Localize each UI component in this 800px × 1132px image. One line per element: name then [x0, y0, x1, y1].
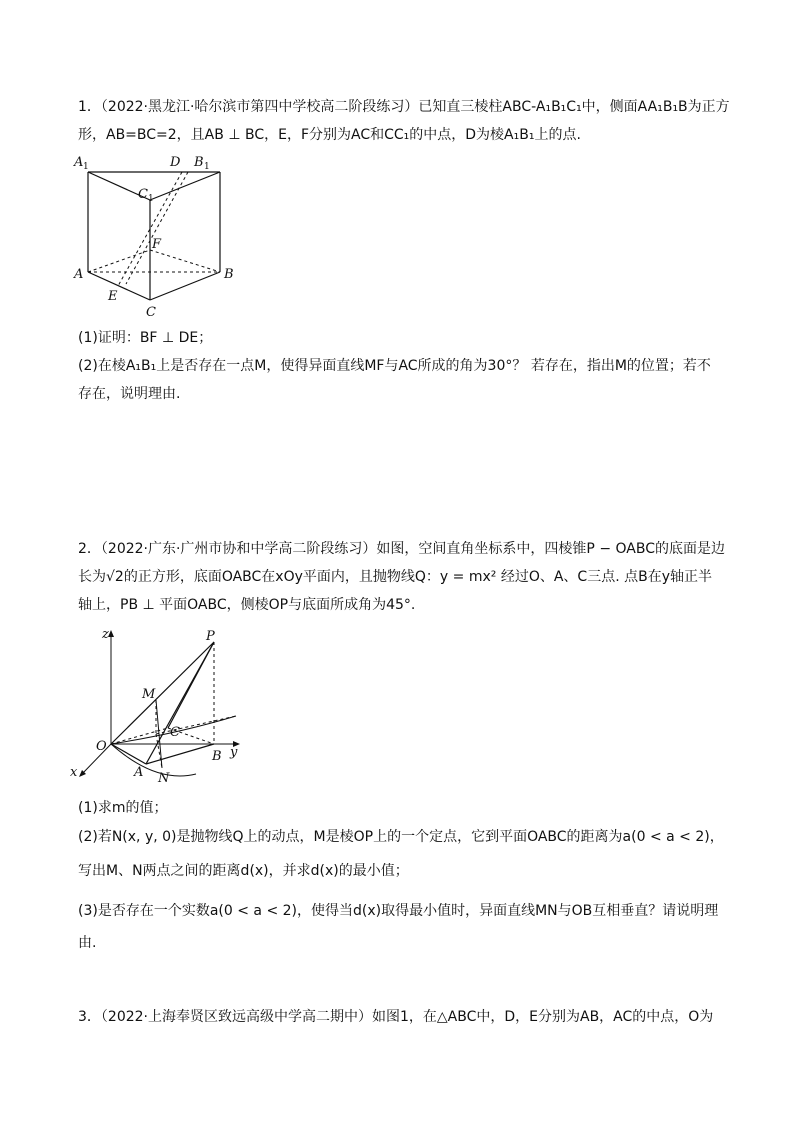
q3-line-1: 3．（2022·上海奉贤区致远高级中学高二期中）如图1，在△ABC中，D，E分别为AB，AC的中点，O为 [78, 1009, 714, 1025]
q2-line-2: 长为√2的正方形，底面OABC在xOy平面内，且抛物线Q：y = mx² 经过O、A、C三点. 点B在y轴正半 [78, 569, 712, 585]
label-O: O [96, 739, 107, 754]
label-P: P [206, 629, 215, 644]
q2-pyramid-figure [66, 624, 256, 784]
q1-sub-1: (1)证明：BF ⊥ DE； [78, 330, 213, 346]
q2-line-1: 2．（2022·广东·广州市协和中学高二阶段练习）如图，空间直角坐标系中，四棱锥P − OABC的底面是边 [78, 541, 725, 557]
q2-sub-2b: 写出M、N两点之间的距离d(x)，并求d(x)的最小值； [78, 863, 409, 879]
label-B: B [212, 749, 222, 764]
label-A: A [74, 267, 84, 282]
q1-sub-2a: (2)在棱A₁B₁上是否存在一点M，使得异面直线MF与AC所成的角为30°？ 若存在，指出M的位置；若不 [78, 358, 711, 374]
q2-sub-1: (1)求m的值； [78, 800, 168, 816]
q2-line-3: 轴上，PB ⊥ 平面OABC，侧棱OP与底面所成角为45°. [78, 597, 416, 613]
label-C1-sub: 1 [148, 194, 154, 204]
label-E: E [108, 289, 118, 304]
label-x: x [70, 765, 78, 780]
q2-sub-3a: (3)是否存在一个实数a(0 < a < 2)，使得当d(x)取得最小值时，异面直线MN与OB互相垂直？请说明理 [78, 903, 719, 919]
label-z: z [102, 627, 109, 642]
label-A1-sub: 1 [83, 162, 89, 172]
label-B1-sub: 1 [204, 162, 210, 172]
label-D: D [170, 155, 181, 170]
q1-prism-figure [70, 152, 250, 322]
label-y: y [230, 745, 238, 760]
label-C: C [170, 725, 180, 740]
label-A: A [134, 765, 144, 780]
label-B: B [224, 267, 234, 282]
label-C: C [146, 305, 156, 320]
label-M: M [142, 687, 156, 702]
q1-sub-2b: 存在，说明理由. [78, 386, 181, 402]
label-C1: C [138, 187, 148, 202]
q1-line-1: 1．（2022·黑龙江·哈尔滨市第四中学校高二阶段练习）已知直三棱柱ABC-A₁B₁C₁中，侧面AA₁B₁B为正方 [78, 99, 730, 115]
q2-sub-2a: (2)若N(x, y, 0)是抛物线Q上的动点，M是棱OP上的一个定点，它到平面OABC的距离为a(0 < a < 2)， [78, 829, 724, 845]
label-A1: A [74, 155, 84, 170]
q2-sub-3b: 由. [78, 935, 97, 951]
q1-line-2: 形，AB=BC=2，且AB ⊥ BC，E，F分别为AC和CC₁的中点，D为棱A₁B₁上的点. [78, 127, 581, 143]
label-F: F [152, 237, 162, 252]
label-N: N [158, 771, 170, 784]
label-B1: B [194, 155, 204, 170]
